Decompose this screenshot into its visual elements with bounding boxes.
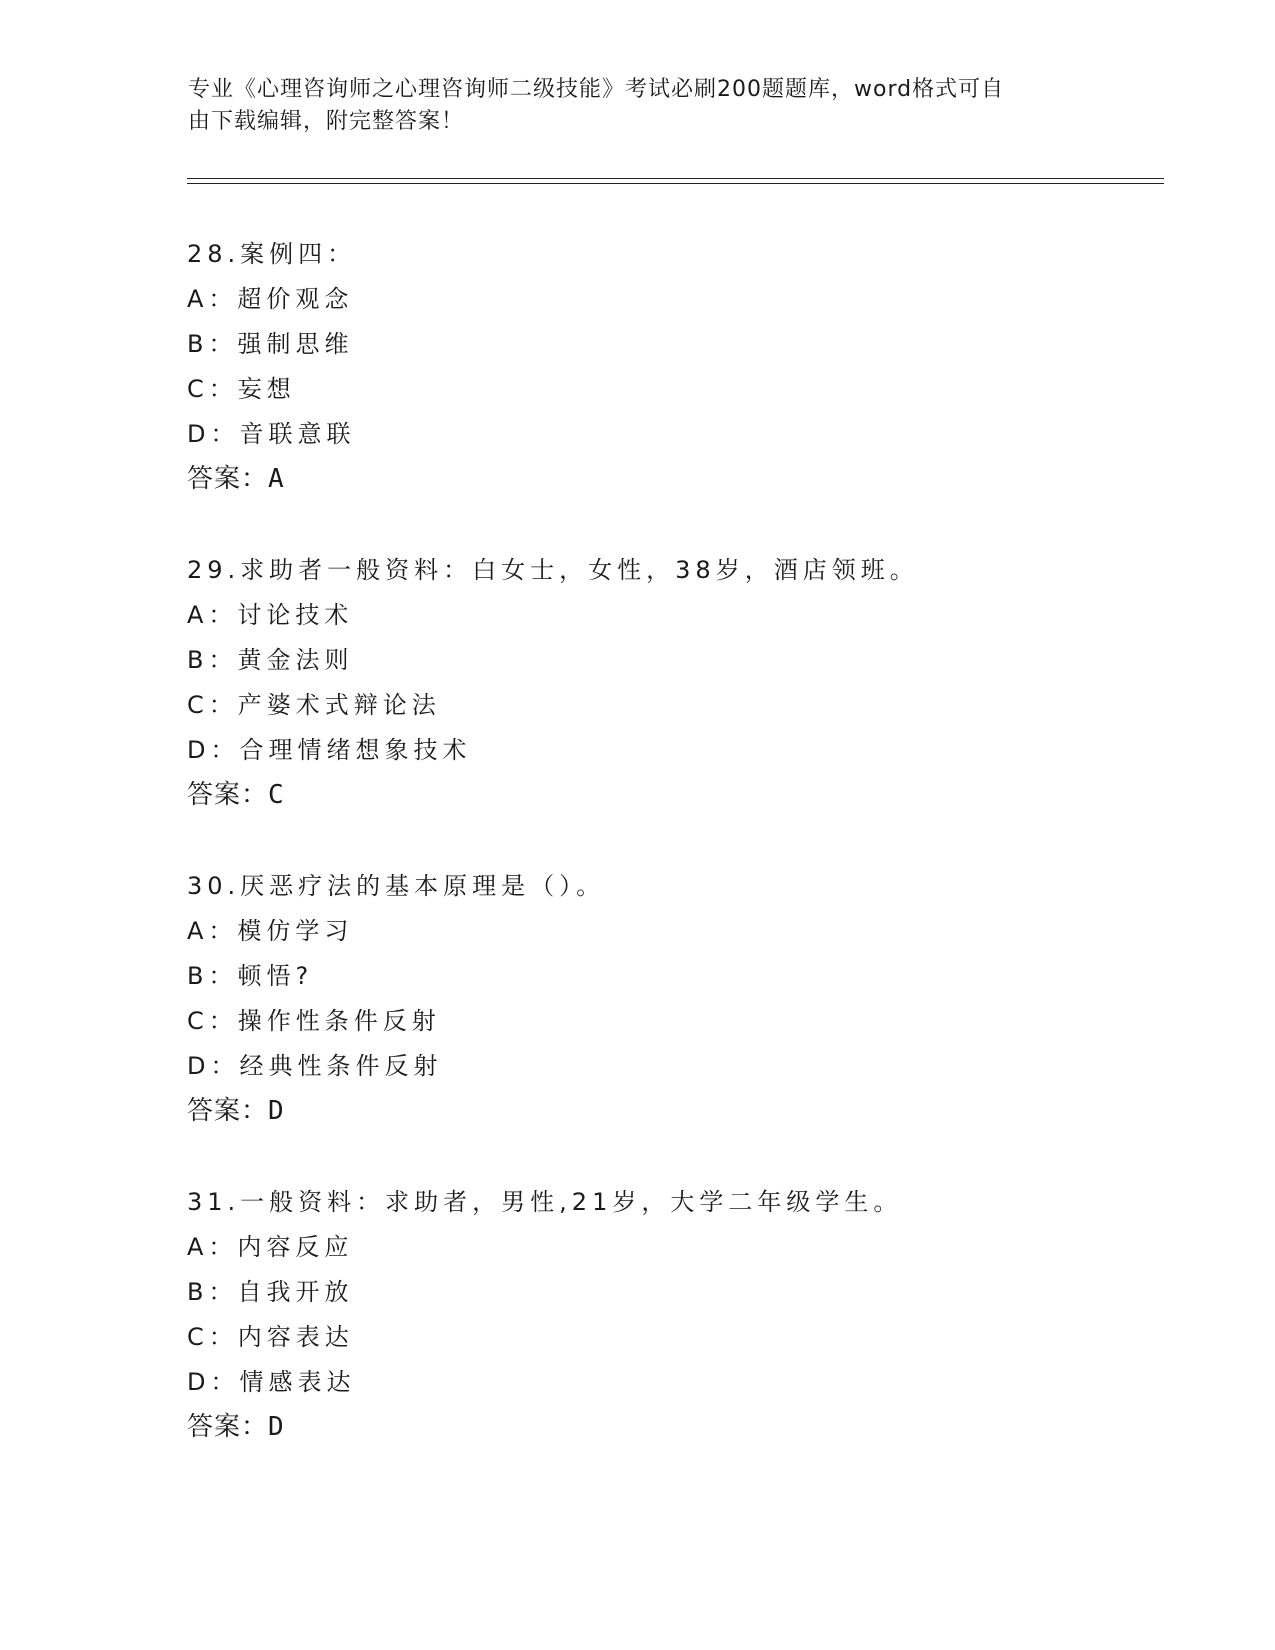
question-31 bbox=[187, 1180, 1147, 1450]
option-a: A：模仿学习 bbox=[187, 917, 354, 945]
header-divider-top bbox=[187, 178, 1164, 179]
option-c: C：内容表达 bbox=[187, 1323, 354, 1351]
question-stem: 31.一般资料：求助者，男性,21岁，大学二年级学生。 bbox=[187, 1188, 903, 1216]
question-stem: 29.求助者一般资料：白女士，女性，38岁，酒店领班。 bbox=[187, 556, 919, 584]
option-d: D：音联意联 bbox=[187, 420, 356, 448]
answer-line: 答案：A bbox=[187, 464, 285, 494]
question-29 bbox=[187, 548, 1147, 818]
option-c: C：产婆术式辩论法 bbox=[187, 691, 441, 719]
option-a: A：讨论技术 bbox=[187, 601, 354, 629]
option-b: B：强制思维 bbox=[187, 330, 354, 358]
option-b: B：黄金法则 bbox=[187, 646, 354, 674]
option-c: C：妄想 bbox=[187, 375, 296, 403]
option-b: B：自我开放 bbox=[187, 1278, 354, 1306]
header-divider-bottom bbox=[187, 183, 1164, 184]
document-header bbox=[188, 74, 1078, 138]
answer-line: 答案：C bbox=[187, 780, 285, 810]
option-d: D：合理情绪想象技术 bbox=[187, 736, 472, 764]
header-line-2: 由下载编辑，附完整答案！ bbox=[188, 109, 465, 134]
option-c: C：操作性条件反射 bbox=[187, 1007, 441, 1035]
header-line-1: 专业《心理咨询师之心理咨询师二级技能》考试必刷200题题库，word格式可自 bbox=[188, 77, 1005, 102]
option-d: D：情感表达 bbox=[187, 1368, 356, 1396]
option-a: A：内容反应 bbox=[187, 1233, 354, 1261]
option-a: A：超价观念 bbox=[187, 285, 354, 313]
option-b: B：顿悟? bbox=[187, 962, 314, 990]
question-28 bbox=[187, 232, 1147, 502]
question-stem: 28.案例四： bbox=[187, 240, 357, 268]
answer-line: 答案：D bbox=[187, 1096, 285, 1126]
question-30 bbox=[187, 864, 1147, 1134]
option-d: D：经典性条件反射 bbox=[187, 1052, 443, 1080]
question-stem: 30.厌恶疗法的基本原理是（）。 bbox=[187, 872, 606, 900]
answer-line: 答案：D bbox=[187, 1412, 285, 1442]
